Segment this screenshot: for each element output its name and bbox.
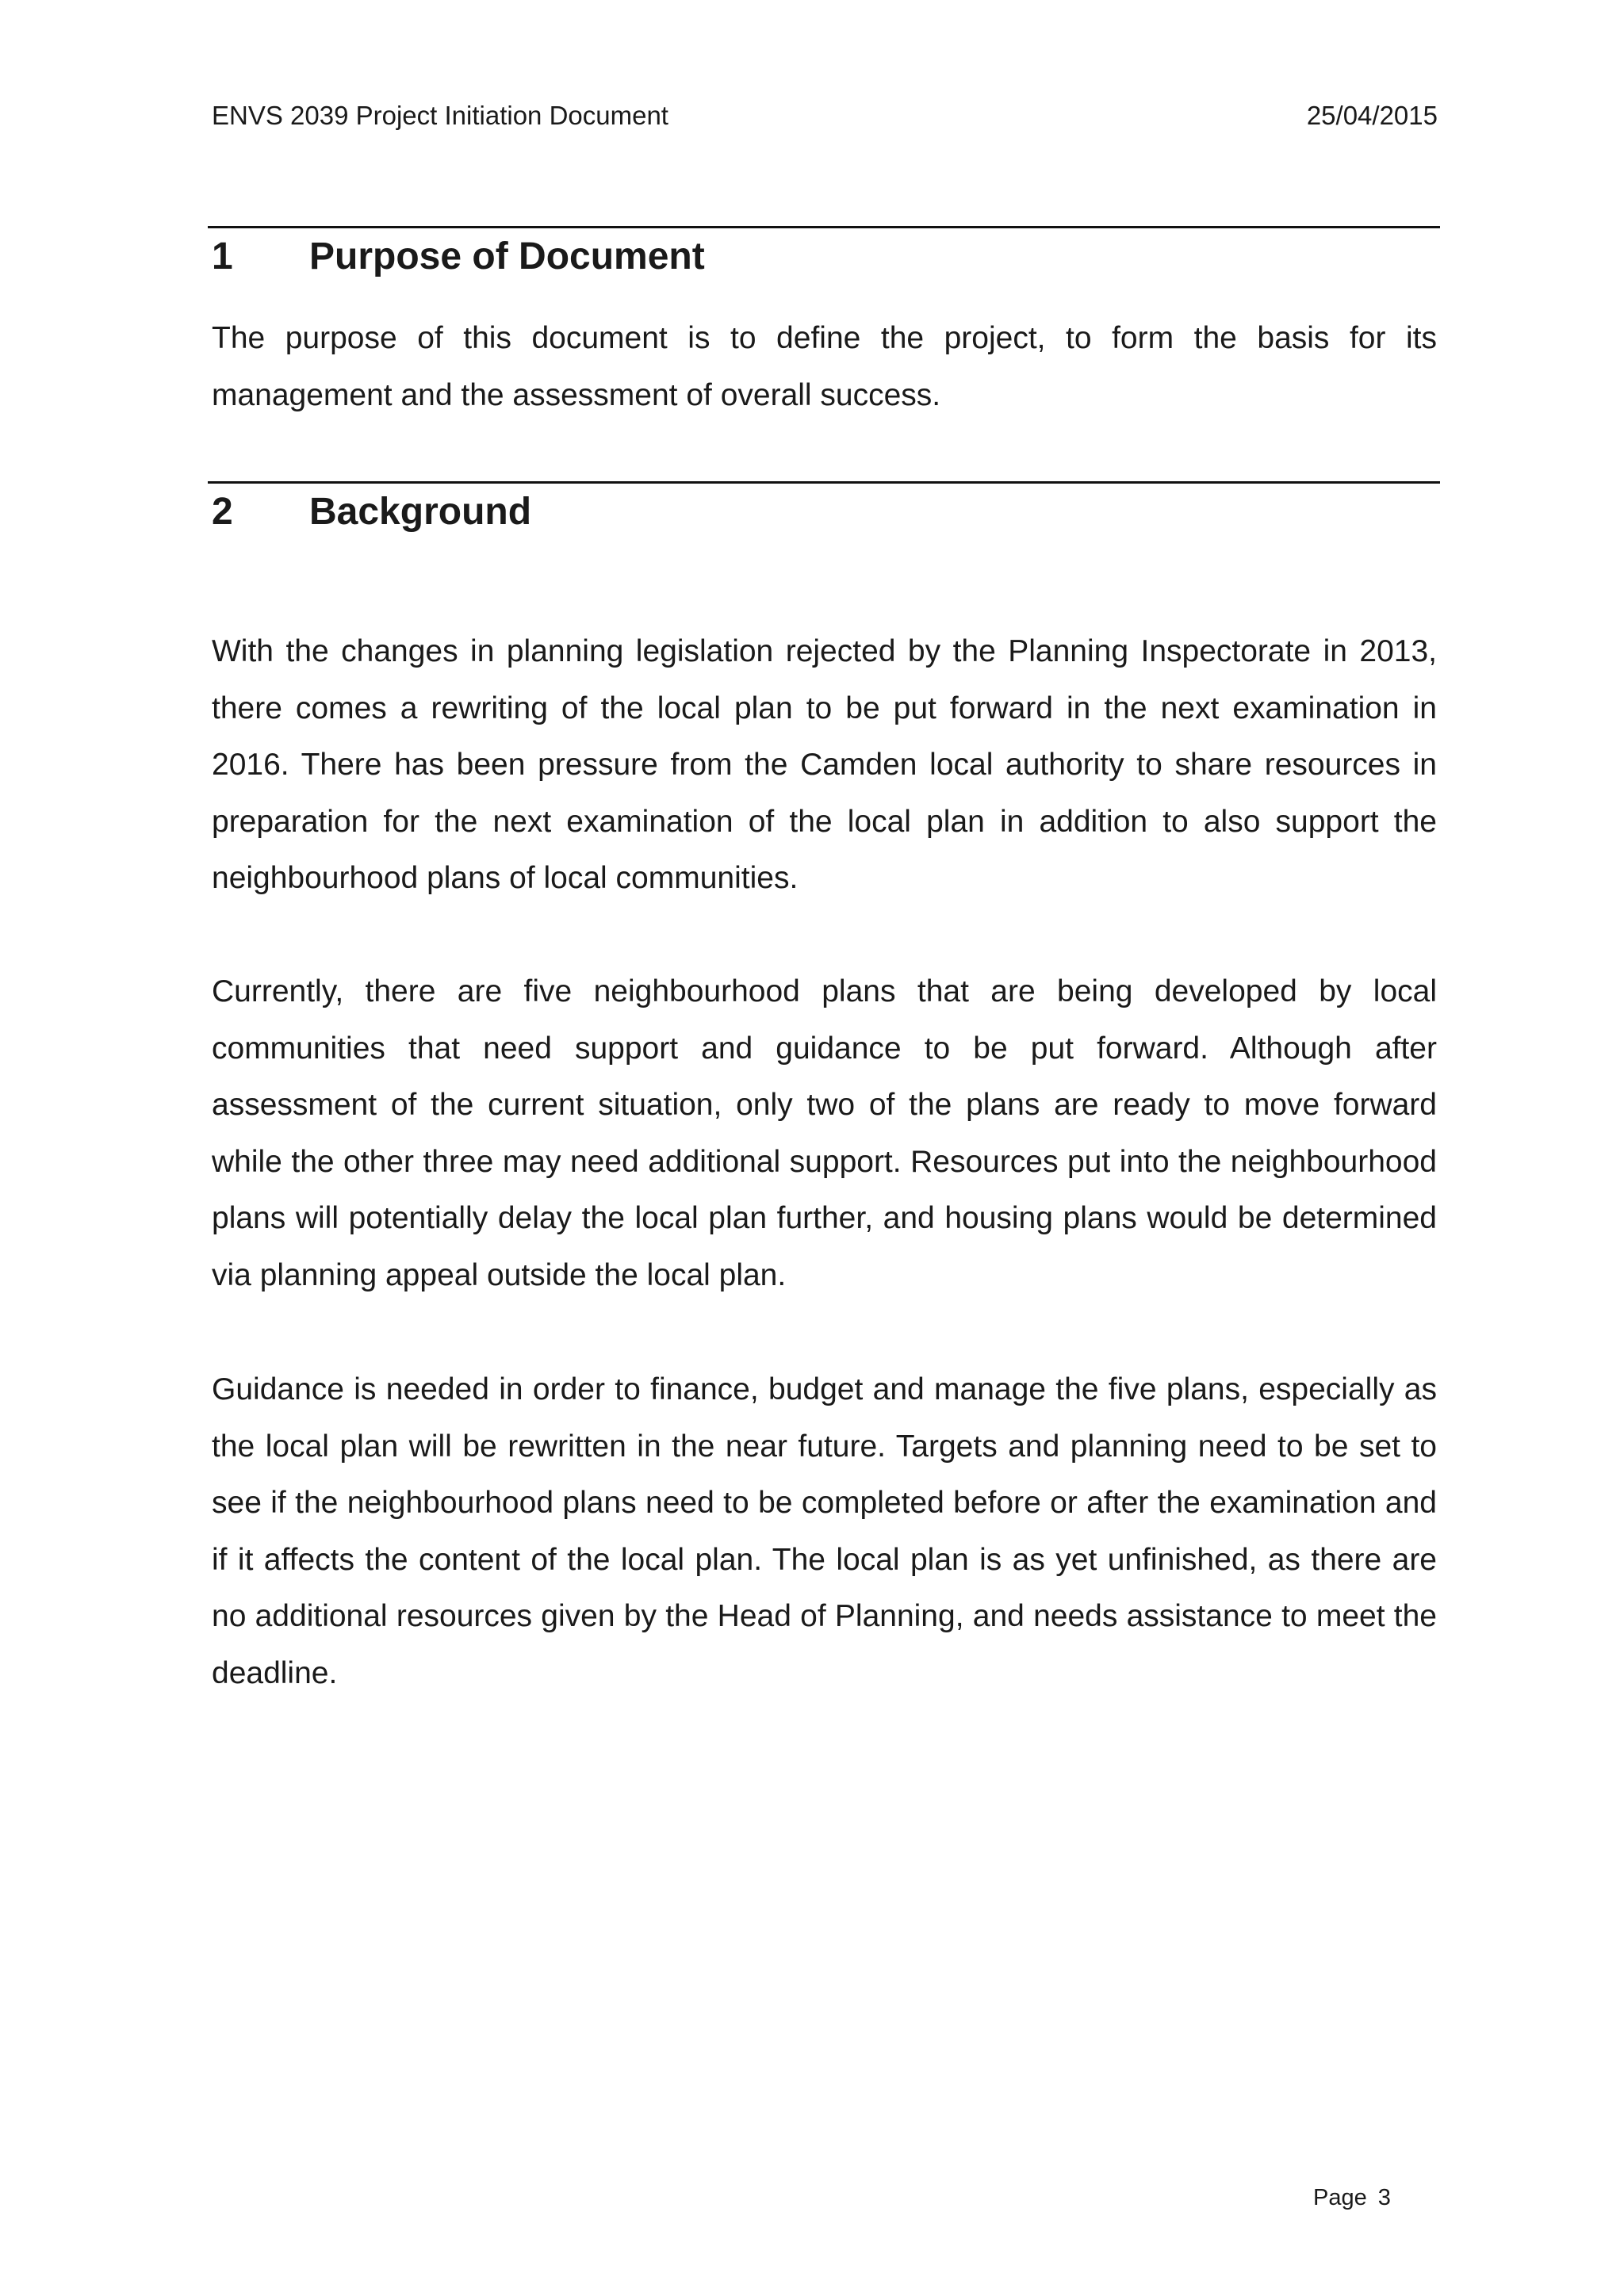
page-header bbox=[212, 98, 1438, 133]
section-number: 2 bbox=[212, 491, 233, 533]
header-title: ENVS 2039 Project Initiation Document bbox=[212, 101, 668, 130]
page-footer bbox=[1313, 2182, 1391, 2214]
section-heading-purpose bbox=[212, 233, 705, 281]
paragraph-background-2: Currently, there are five neighbourhood plans that are being developed by local communities that need support and guidance to be put forward. Although after assessment of the current situation, only two of the plans are ready to move forward while the other three may need additional support. Resources put into the neighbourhood plans will potentially delay the local plan further, and housing plans would be determined via planning appeal outside the local plan. bbox=[212, 974, 1437, 1292]
paragraph-purpose: The purpose of this document is to define the project, to form the basis for its management and the assessment of overall success. bbox=[212, 321, 1437, 412]
section-divider bbox=[208, 226, 1440, 228]
header-date: 25/04/2015 bbox=[1306, 101, 1438, 130]
page-number: 3 bbox=[1377, 2185, 1391, 2210]
page-label: Page bbox=[1313, 2185, 1367, 2210]
paragraph-background-1: With the changes in planning legislation rejected by the Planning Inspectorate in 2013, there comes a rewriting of the local plan to be put forward in the next examination in 2016. There has been pressure from the Camden local authority to share resources in preparation for the next examination of the local plan in addition to also support the neighbourhood plans of local communities. bbox=[212, 634, 1437, 895]
section-title: Purpose of Document bbox=[309, 235, 705, 277]
section-heading-background bbox=[212, 488, 531, 536]
paragraph-background-3: Guidance is needed in order to finance, budget and manage the five plans, especially as the local plan will be rewritten in the near future. Targets and planning need to be set to see if the neighbourhood plans need to be completed before or after the examination and if it affects the content of the local plan. The local plan is as yet unfinished, as there are no additional resources given by the Head of Planning, and needs assistance to meet the deadline. bbox=[212, 1372, 1437, 1690]
section-title: Background bbox=[309, 491, 532, 533]
section-divider bbox=[208, 481, 1440, 484]
section-number: 1 bbox=[212, 235, 233, 277]
